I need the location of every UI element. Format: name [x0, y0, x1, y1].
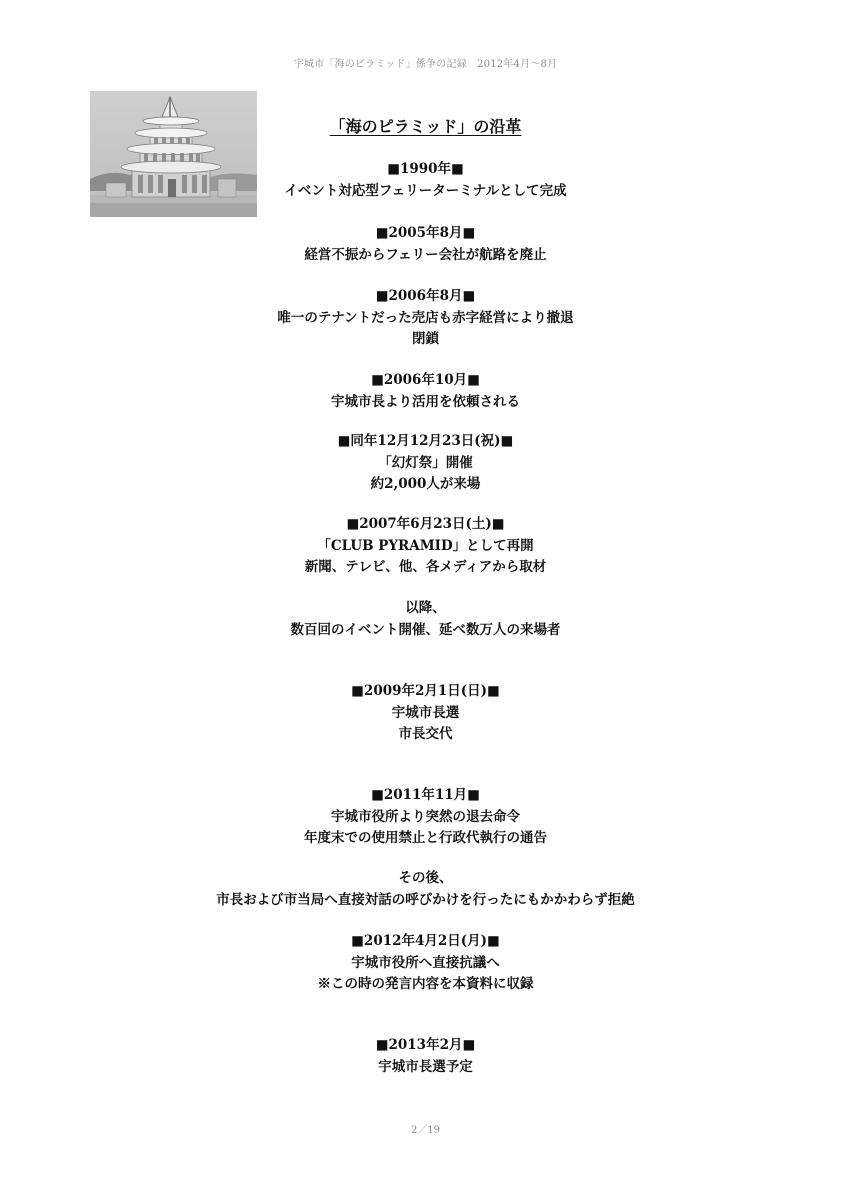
entry-line: 宇城市長より活用を依頼される [331, 393, 520, 410]
entry-line: 閉鎖 [412, 331, 439, 347]
entry-line: 唯一のテナントだった売店も赤字経営により撤退 [277, 309, 574, 326]
entry-line: 数百回のイベント開催、延べ数万人の来場者 [290, 621, 561, 638]
history-entry [0, 286, 851, 351]
entry-line: 年度末での使用禁止と行政代執行の通告 [304, 830, 547, 846]
history-entry [0, 223, 851, 266]
entry-line: 以降、 [405, 600, 446, 616]
entry-line: 宇城市役所へ直接抗議へ [351, 954, 500, 971]
history-entry [0, 159, 851, 202]
entry-line: 市長および市当局へ直接対話の呼びかけを行ったにもかかわらず拒絶 [216, 891, 635, 908]
entry-date: ■2012年4月2日(月)■ [351, 933, 500, 949]
history-entry [0, 370, 851, 413]
history-entry [0, 931, 851, 996]
entry-line: 「幻灯祭」開催 [378, 454, 473, 471]
page-title: 「海のピラミッド」の沿革 [329, 117, 522, 136]
entry-line: 約2,000人が来場 [370, 476, 481, 492]
entry-line: その後、 [398, 870, 453, 886]
page-number: 2／19 [410, 1125, 441, 1136]
entry-line: 宇城市長選予定 [378, 1058, 473, 1075]
entry-date: ■2006年8月■ [375, 288, 476, 304]
entry-line: ※この時の発言内容を本資料に収録 [317, 976, 534, 992]
history-entry [0, 868, 851, 911]
entry-date: ■1990年■ [387, 161, 464, 177]
entry-line: 市長交代 [398, 726, 453, 742]
history-entry [0, 1035, 851, 1078]
entry-line: 「CLUB PYRAMID」として再開 [317, 537, 534, 554]
entry-line: 経営不振からフェリー会社が航路を廃止 [304, 246, 547, 263]
entry-date: ■同年12月12月23日(祝)■ [337, 433, 514, 449]
entry-line: 新聞、テレビ、他、各メディアから取材 [304, 559, 547, 575]
history-entry [0, 785, 851, 850]
entry-date: ■2005年8月■ [375, 225, 476, 241]
entry-date: ■2007年6月23日(土)■ [346, 516, 505, 532]
history-entry [0, 681, 851, 746]
history-entry [0, 598, 851, 641]
entry-line: イベント対応型フェリーターミナルとして完成 [284, 182, 567, 199]
history-entry [0, 514, 851, 579]
entry-line: 宇城市長選 [391, 704, 460, 721]
history-entry [0, 431, 851, 496]
entry-date: ■2013年2月■ [375, 1037, 476, 1053]
entry-date: ■2006年10月■ [371, 372, 480, 388]
entry-date: ■2009年2月1日(日)■ [351, 683, 500, 699]
entry-date: ■2011年11月■ [371, 787, 480, 803]
running-header: 宇城市「海のピラミッド」係争の記録 2012年4月〜8月 [293, 59, 558, 70]
entry-line: 宇城市役所より突然の退去命令 [331, 808, 520, 825]
